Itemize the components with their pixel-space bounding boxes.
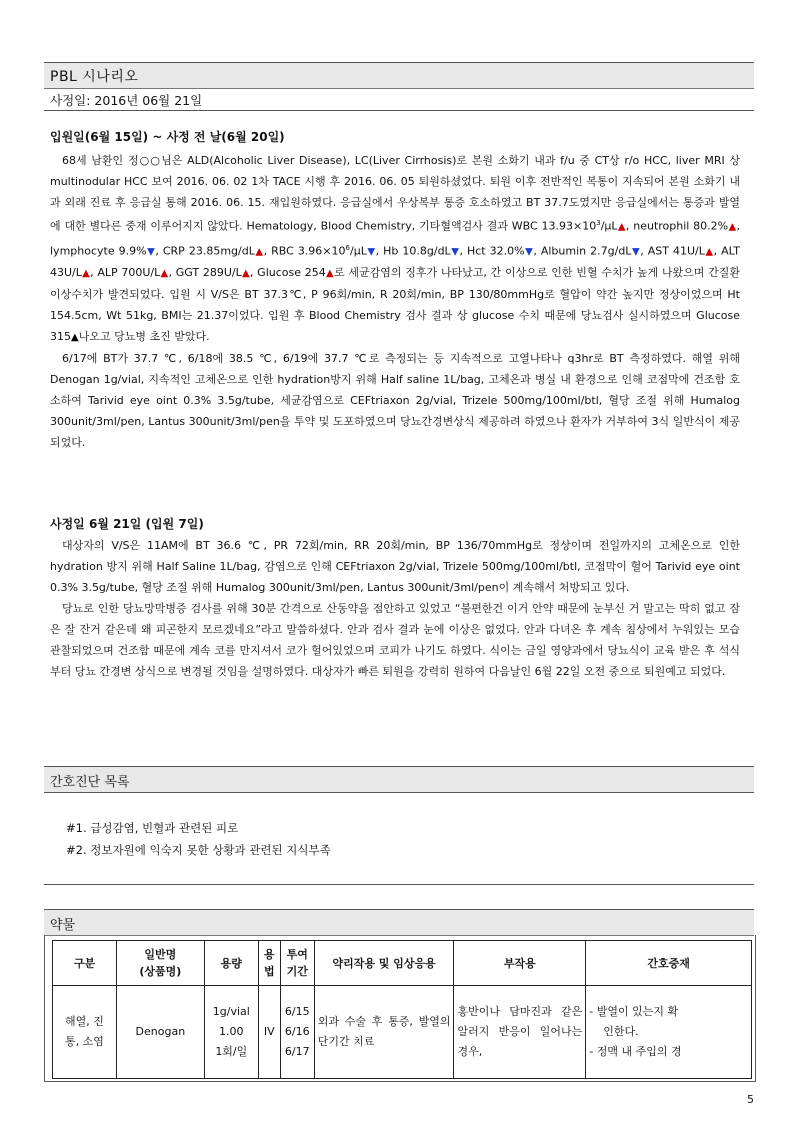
- text: 일반명: [144, 948, 177, 961]
- diagnosis-item-2: #2. 정보자원에 익숙지 못한 상황과 관련된 지식부족: [66, 843, 331, 857]
- text: 인한다.: [603, 1025, 639, 1038]
- up-arrow-icon: ▲: [325, 268, 334, 280]
- cell-dose: [204, 986, 258, 1079]
- down-arrow-icon: ▼: [524, 246, 534, 258]
- drug-header: [44, 909, 754, 936]
- text: 법: [263, 965, 275, 978]
- text: - 정맥 내 주입의 경: [589, 1045, 682, 1058]
- section2-paragraph2: 당뇨로 인한 당뇨망막병증 검사를 위해 30분 간격으로 산동약을 점안하고 있었고 “불편한건 이거 안약 때문에 눈부신 거 말고는 딱히 없고 잠은 잘 잔거 같은데 왜 피곤한지 모르겠네요”라고 말씀하셨다. 안과 검사 결과 눈에 이상은 없었다. 안과 다녀온 후 계속 침상에서 누워있는 모습 관찰되었으며 건조함 때문에 계속 코를 만지셔서 코가 헐어있었으며 코피가 나기도 하였다. 식이는 금일 영양과에서 당뇨식이 교육 받은 후 석식부터 당뇨 간경변 상식으로 변경될 것임을 설명하였다. 대상자가 빠른 퇴원을 강력히 원하여 다음날인 6월 22일 오전 중으로 퇴원예고 되었다.: [50, 602, 740, 678]
- drug-table: [52, 940, 752, 1079]
- cell-route: IV: [258, 986, 280, 1079]
- col-category: 구분: [53, 941, 117, 986]
- text: 1회/일: [215, 1045, 248, 1058]
- text: 1g/vial: [212, 1005, 250, 1018]
- cell-name: Denogan: [116, 986, 204, 1079]
- text: 6/16: [284, 1025, 310, 1038]
- text: /μL: [600, 219, 618, 233]
- text: 로 세균감염의 징후가 나타났고, 간 이상으로 인한 빈혈 수치가 높게 나왔으며 간질환 이상수치가 발견되었다. 입원 시 V/S은 BT 37.3℃, P 96회/min, R 20회/min, BP 130/80mmHg로 혈압이 약간 높지만 정상이었으며 Ht 154.5cm, Wt 51kg, BMI는 21.37이었다. 입원 후 Blood Chemistry 검사 결과 상 glucose 수치 때문에 당뇨검사 실시하였으며 Glucose 315: [50, 266, 740, 344]
- text: 기간: [286, 965, 308, 978]
- text: - 발열이 있는지 확: [589, 1005, 679, 1018]
- text: 1.00: [219, 1025, 244, 1038]
- cell-side-effect: 홍반이나 담마진과 같은 알러지 반응이 일어나는 경우,: [454, 986, 586, 1079]
- text: , Albumin 2.7g/dL: [533, 244, 632, 258]
- section2-body: [50, 535, 740, 682]
- up-arrow-icon: ▲: [241, 268, 250, 280]
- text: 68세 남환인 정○○님은 ALD(Alcoholic Liver Disease), LC(Liver Cirrhosis)로 본원 소화기 내과 f/u 중 CT상 r/o HCC, liver MRI 상 multinodular HCC 보여 2016. 06. 02 1차 TACE 시행 후 2016. 06. 05 퇴원하셨었다. 퇴원 이후 전반적인 복통이 지속되어 본원 소화기 내과 외래 진료 후 응급실 통해 2016. 06. 15. 재입원하였다. 응급실에서 우상복부 통증 호소하였고 BT 37.7도였지만 응급실에서는 통증과 발열에 대한 별다른 중재 이루어지지 않았다. Hematology, Blood Chemistry, 기타혈액검사 결과 WBC 13.93×10: [50, 154, 740, 233]
- down-arrow-icon: ▼: [450, 246, 460, 258]
- text: 투여: [286, 948, 308, 961]
- black-up-arrow-icon: ▲: [71, 332, 79, 344]
- cell-action: 외과 수술 후 통증, 발열의 단기간 치료: [314, 986, 454, 1079]
- drug-row: [53, 986, 752, 1079]
- up-arrow-icon: ▲: [160, 268, 169, 280]
- up-arrow-icon: ▲: [704, 246, 714, 258]
- page-number: 5: [747, 1093, 754, 1106]
- section1-paragraph2: 6/17에 BT가 37.7 ℃, 6/18에 38.5 ℃, 6/19에 37.7 ℃로 측정되는 등 지속적으로 고열나타나 q3hr로 BT 측정하였다. 해열 위해 Denogan 1g/vial, 지속적인 고체온으로 인한 hydration방지 위해 Half saline 1L/bag, 고체온과 병실 내 환경으로 인해 코점막에 건조함 호소하여 Tarivid eye oint 0.3% 3.5g/tube, 세균감염으로 CEFtriaxon 2g/vial, Trizele 500mg/100ml/btl, 혈당 조절 위해 Humalog 300unit/3ml/pen, Lantus 300unit/3ml/pen을 투약 및 도포하였으며 당뇨간경변상식 제공하려 하였으나 환자가 거부하여 3식 일반식이 제공되었다.: [50, 352, 740, 450]
- cell-period: [280, 986, 314, 1079]
- superscript: 6: [345, 243, 350, 252]
- up-arrow-icon: ▲: [728, 221, 737, 233]
- col-period: [280, 941, 314, 986]
- text: , ALP 700U/L: [90, 266, 161, 280]
- text: , CRP 23.85mg/dL: [155, 244, 255, 258]
- down-arrow-icon: ▼: [631, 246, 641, 258]
- section1-body: [50, 150, 740, 453]
- col-generic-name: [116, 941, 204, 986]
- assessment-date-row: [44, 88, 754, 111]
- nursing-diagnosis-header: [44, 766, 754, 793]
- text: , lymphocyte 9.9%: [50, 219, 740, 258]
- text: , ALT 43U/L: [50, 244, 740, 280]
- text: 용: [263, 948, 275, 961]
- scenario-header: [44, 62, 754, 89]
- text: 6/17: [284, 1045, 310, 1058]
- text: /μL: [350, 244, 367, 258]
- text: , neutrophil 80.2%: [625, 219, 729, 233]
- down-arrow-icon: ▼: [146, 246, 156, 258]
- col-dose: 용량: [204, 941, 258, 986]
- col-side-effect: 부작용: [454, 941, 586, 986]
- text: , Glucose 254: [249, 266, 326, 280]
- text: , RBC 3.96×10: [263, 244, 346, 258]
- text: , GGT 289U/L: [168, 266, 242, 280]
- col-nursing-care: 간호중재: [586, 941, 752, 986]
- text: 해열, 진: [65, 1015, 104, 1028]
- text: , Hb 10.8g/dL: [375, 244, 451, 258]
- text: 6/15: [284, 1005, 310, 1018]
- diagnosis-item-1: #1. 급성감염, 빈혈과 관련된 피로: [66, 821, 239, 835]
- divider: [44, 792, 754, 793]
- nursing-diagnosis-title: 간호진단 목록: [50, 775, 130, 790]
- text: 통, 소염: [65, 1035, 104, 1048]
- drug-table-header-row: [53, 941, 752, 986]
- scenario-title: PBL 시나리오: [50, 69, 139, 85]
- section1-title: 입원일(6월 15일) ~ 사정 전 날(6월 20일): [50, 130, 285, 144]
- section1-paragraph1: [50, 150, 740, 348]
- col-action: 약리작용 및 임상응용: [314, 941, 454, 986]
- up-arrow-icon: ▲: [81, 268, 91, 280]
- text: , Hct 32.0%: [459, 244, 525, 258]
- up-arrow-icon: ▲: [254, 246, 264, 258]
- section2-paragraph1: 대상자의 V/S은 11AM에 BT 36.6 ℃, PR 72회/min, RR 20회/min, BP 136/70mmHg로 정상이며 전일까지의 고체온으로 인한 hydration 방지 위해 Half Saline 1L/bag, 감염으로 인해 CEFtriaxon 2g/vial, Trizele 500mg/100ml/btl, 코점막이 헐어 Tarivid eye oint 0.3% 3.5g/tube, 혈당 조절 위해 Humalog 300unit/3ml/pen, Lantus 300unit/3ml/pen이 계속해서 처방되고 있다.: [50, 539, 740, 594]
- up-arrow-icon: ▲: [617, 221, 626, 233]
- divider: [44, 884, 754, 885]
- drug-title: 약물: [50, 918, 76, 933]
- down-arrow-icon: ▼: [366, 246, 376, 258]
- assessment-date: 사정일: 2016년 06월 21일: [50, 93, 203, 108]
- col-route: [258, 941, 280, 986]
- superscript: 3: [596, 219, 601, 227]
- text: 나오고 당뇨병 초진 받았다.: [78, 330, 210, 344]
- cell-nursing-care: [586, 986, 752, 1079]
- text: , AST 41U/L: [640, 244, 705, 258]
- section2-title: 사정일 6월 21일 (입원 7일): [50, 517, 204, 531]
- text: (상품명): [139, 965, 182, 978]
- cell-category: [53, 986, 117, 1079]
